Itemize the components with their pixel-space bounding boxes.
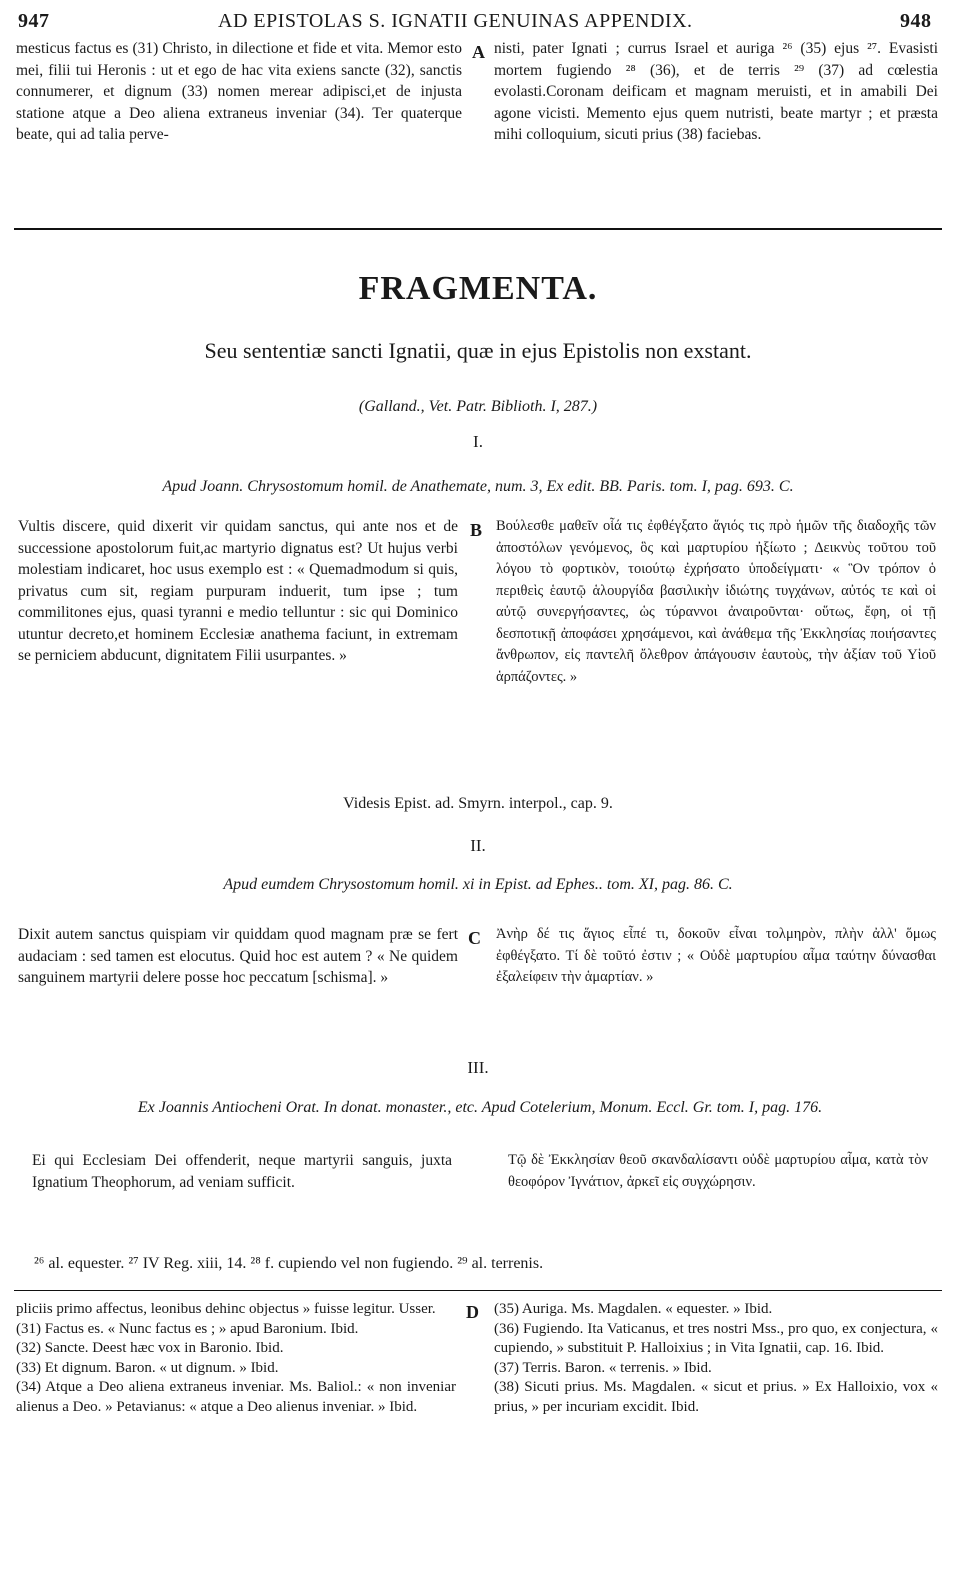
fragment-numeral: II.	[470, 836, 486, 855]
page-number-right: 948	[900, 10, 932, 32]
notes-left-column	[16, 1300, 456, 1417]
note-item: (37) Terris. Baron. « terrenis. » Ibid.	[494, 1359, 712, 1376]
fragment-source: Apud Joann. Chrysostomum homil. de Anathemate, num. 3, Ex edit. BB. Paris. tom. I, pag. 693. C.	[162, 478, 794, 495]
fragment-greek: Τῷ δὲ Ἐκκλησίαν θεοῦ σκανδαλίσαντι οὐδὲ μαρτυρίου αἷμα, κατὰ τὸν θεοφόρον Ἰγνάτιον, ἀρκεῖ εἰς συγχώρησιν.	[508, 1152, 928, 1190]
fragment-numeral: I.	[473, 432, 483, 451]
fragment-source: Ex Joannis Antiocheni Orat. In donat. monaster., etc. Apud Cotelerium, Monum. Eccl. Gr. tom. I, pag. 176.	[137, 1099, 823, 1116]
fragment-greek: Ἀνὴρ δέ τις ἅγιος εἶπέ τι, δοκοῦν εἶναι τολμηρὸν, πλὴν ἀλλ' ὅμως ἐφθέγξατο. Τί δὲ τοῦτό ἐστιν ; « Οὐδὲ μαρτυρίου αἷμα ταύτην δύνασθαι ἐξαλείφειν τὴν ἁμαρτίαν. »	[496, 926, 936, 985]
note-item: (32) Sancte. Deest hæc vox in Baronio. Ibid.	[16, 1340, 284, 1356]
note-item: (33) Et dignum. Baron. « ut dignum. » Ibid.	[16, 1359, 279, 1376]
section-title: FRAGMENTA.	[358, 270, 598, 307]
running-title: AD EPISTOLAS S. IGNATII GENUINAS APPENDIX.	[218, 10, 693, 32]
fragment-latin: Ei qui Ecclesiam Dei offenderit, neque martyrii sanguis, juxta Ignatium Theophorum, ad veniam sufficit.	[32, 1152, 452, 1191]
note-item: (34) Atque a Deo aliena extraneus inveniar. Ms. Baliol.: « non inveniar alienus a Deo. » Petavianus: « atque a Deo alienus inveniar. » Ibid.	[16, 1379, 456, 1415]
fragment-numeral: III.	[467, 1058, 489, 1077]
column-marker-c: C	[468, 928, 481, 948]
note-item: (38) Sicuti prius. Ms. Magdalen. « sicut et prius. » Ex Halloixio, vox « prius, » per incuriam excidit. Ibid.	[494, 1379, 938, 1415]
editor-footnotes: ²⁶ al. equester. ²⁷ IV Reg. xiii, 14. ²⁸ f. cupiendo vel non fugiendo. ²⁹ al. terrenis.	[34, 1255, 544, 1272]
column-marker-b: B	[470, 520, 483, 540]
top-right-column: nisti, pater Ignati ; currus Israel et auriga ²⁶ (35) ejus ²⁷. Evasisti mortem fugiendo ²⁸ (36), et de terris ²⁹ (37) ad cœlestia evolasti.Coronam deificam et magnam meruisti, et in amabili Dei agone vicisti. Memento ejus quem nutristi, beate martyr ; et præsta mihi colloquium, sicuti prius (38) faciebas.	[494, 40, 938, 143]
notes-rule	[14, 1290, 942, 1291]
fragment-note: Videsis Epist. ad. Smyrn. interpol., cap. 9.	[343, 795, 613, 812]
section-source: (Galland., Vet. Patr. Biblioth. I, 287.)	[358, 398, 598, 415]
section-rule	[14, 228, 942, 230]
column-marker-a: A	[472, 42, 485, 62]
fragment-source: Apud eumdem Chrysostomum homil. xi in Epist. ad Ephes.. tom. XI, pag. 86. C.	[223, 876, 733, 893]
note-item: (31) Factus es. « Nunc factus es ; » apud Baronium. Ibid.	[16, 1320, 359, 1337]
page-number-left: 947	[18, 10, 50, 32]
top-left-column: mesticus factus es (31) Christo, in dilectione et fide et vita. Memor esto mei, filii tui Heronis : ut et ego de hac vita exiens sancte (32), sanctis connumerer, et dignum (33) nomen merear adipisci,et de injusta statione atque a Deo aliena extraneus inveniar (34). Ter quaterque beate, qui ad talia perve-	[16, 40, 462, 143]
note-item: (35) Auriga. Ms. Magdalen. « equester. » Ibid.	[494, 1301, 773, 1317]
column-marker-d: D	[466, 1302, 479, 1322]
fragment-latin: Dixit autem sanctus quispiam vir quiddam quod magnam præ se fert audaciam : sed tamen est elocutus. Quid hoc est autem ? « Ne quidem sanguinem martyrii delere posse hoc peccatum [schisma]. »	[18, 926, 458, 986]
fragment-latin: Vultis discere, quid dixerit vir quidam sanctus, qui ante nos et de successione apostolorum fuit,ac martyrio dignatus est? Ut hujus verbi molestiam indicaret, hoc usus exemplo est : « Quemadmodum si quis, privatus cum sit, regiam purpuram induerit, tum ipse ; tum commilitones ejus, quasi tyranni e medio telluntur : sic qui Dominico utuntur decreto,et hominem Ecclesiæ anathema faciunt, in extremam se perniciem abducunt, dignitatem Filii usurpantes. »	[18, 518, 458, 664]
fragment-greek: Βούλεσθε μαθεῖν οἷά τις ἐφθέγξατο ἅγιός τις πρὸ ἡμῶν τῆς διαδοχῆς τῶν ἀποστόλων γενόμενος, ὃς καὶ μαρτυρίου ἠξίωτο ; Δεικνὺς τοῦτου τοῦ λόγου τὸ φορτικὸν, τοιούτῳ ἐχρήσατο ὑποδείγματι· « Ὃν τρόπον ὁ περιθεὶς ἑαυτῷ ἁλουργίδα βασιλικὴν ἰδιώτης τυγχάνων, αὐτός τε καὶ οἱ αὐτῷ συνεργήσαντες, ὡς τύραννοι ἀναιροῦνται· οὕτως, ἔφη, οἱ τῇ δεσποτικῇ ἀποφάσει χρησάμενοι, καὶ ἀνάθεμα τῆς Ἐκκλησίας ποιήσαντες ἄνθρωπον, εἰς παντελῆ ὄλεθρον ἀπάγουσιν ἑαυτοὺς, τὴν ἀξίαν τοῦ Υἱοῦ ἁρπάζοντες. »	[496, 518, 936, 685]
notes-right-column	[494, 1300, 938, 1417]
section-subtitle: Seu sententiæ sancti Ignatii, quæ in ejus Epistolis non exstant.	[204, 338, 752, 363]
note-item: (36) Fugiendo. Ita Vaticanus, et tres nostri Mss., pro quo, ex conjectura, « cupiendo, » substituit P. Halloixius ; in Vita Ignatii, cap. 16. Ibid.	[494, 1320, 938, 1356]
note-item: pliciis primo affectus, leonibus dehinc objectus » fuisse legitur. Usser.	[16, 1301, 436, 1317]
